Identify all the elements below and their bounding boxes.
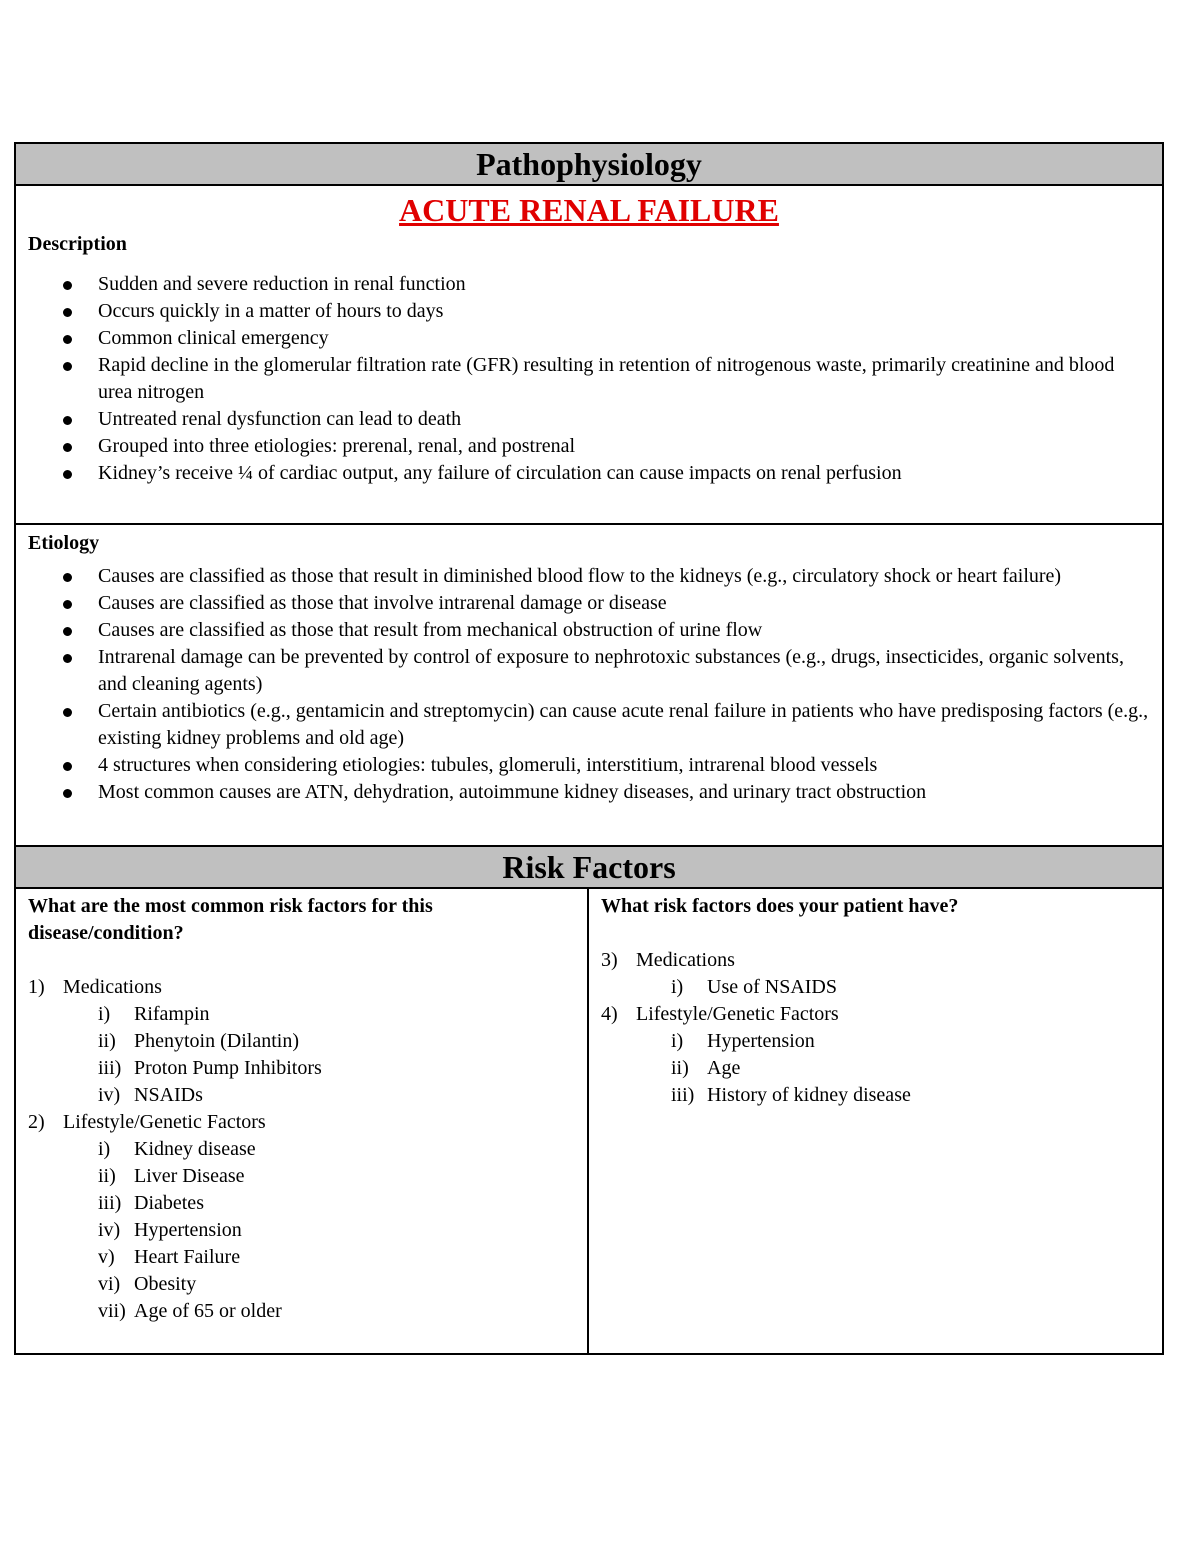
item-text: Obesity — [134, 1273, 197, 1295]
risk-item — [28, 1271, 575, 1298]
disease-title: ACUTE RENAL FAILURE — [399, 192, 779, 228]
etiology-item: Causes are classified as those that result from mechanical obstruction of urine flow — [28, 617, 1150, 644]
risk-item — [28, 1163, 575, 1190]
item-text: Diabetes — [134, 1192, 204, 1214]
item-number: vi) — [98, 1273, 121, 1295]
item-number: iii) — [671, 1084, 695, 1106]
item-number: iv) — [98, 1084, 121, 1106]
risk-item — [28, 1001, 575, 1028]
etiology-item: Causes are classified as those that involve intrarenal damage or disease — [28, 590, 1150, 617]
etiology-item: 4 structures when considering etiologies: tubules, glomeruli, interstitium, intrarenal blood vessels — [28, 752, 1150, 779]
pathophysiology-table — [14, 142, 1164, 1355]
item-text: Proton Pump Inhibitors — [134, 1057, 322, 1079]
etiology-label: Etiology — [28, 532, 100, 554]
item-text: Age — [707, 1057, 741, 1079]
item-number: i) — [98, 1138, 111, 1160]
etiology-cell — [16, 525, 1162, 845]
risk-item — [28, 1190, 575, 1217]
risk-item — [601, 974, 1150, 1001]
description-item: Common clinical emergency — [28, 325, 1150, 352]
common-risk-factors-question: What are the most common risk factors for this disease/condition? — [28, 895, 433, 944]
group-label: Lifestyle/Genetic Factors — [63, 1111, 266, 1133]
description-label: Description — [28, 233, 127, 255]
item-text: NSAIDs — [134, 1084, 203, 1106]
item-number: ii) — [98, 1030, 116, 1052]
pathophysiology-header: Pathophysiology — [16, 144, 1162, 186]
group-number: 1) — [28, 976, 45, 998]
risk-item — [28, 1136, 575, 1163]
item-text: Age of 65 or older — [134, 1300, 282, 1322]
group-number: 4) — [601, 1003, 618, 1025]
risk-item — [28, 1028, 575, 1055]
risk-item — [28, 1244, 575, 1271]
item-text: Use of NSAIDS — [707, 976, 837, 998]
item-number: iv) — [98, 1219, 121, 1241]
item-number: i) — [671, 1030, 684, 1052]
risk-group — [601, 947, 1150, 974]
risk-item — [601, 1028, 1150, 1055]
item-text: Rifampin — [134, 1003, 210, 1025]
item-number: iii) — [98, 1057, 122, 1079]
risk-group — [28, 1109, 575, 1136]
item-text: Kidney disease — [134, 1138, 256, 1160]
item-text: Hypertension — [134, 1219, 242, 1241]
description-item: Kidney’s receive ¼ of cardiac output, any failure of circulation can cause impacts on renal perfusion — [28, 460, 1150, 487]
group-number: 2) — [28, 1111, 45, 1133]
description-item: Sudden and severe reduction in renal function — [28, 271, 1150, 298]
etiology-item: Most common causes are ATN, dehydration, autoimmune kidney diseases, and urinary tract obstruction — [28, 779, 1150, 806]
group-label: Medications — [636, 949, 735, 971]
item-text: Heart Failure — [134, 1246, 241, 1268]
etiology-item: Intrarenal damage can be prevented by control of exposure to nephrotoxic substances (e.g., drugs, insecticides, organic solvents, and cleaning agents) — [28, 644, 1150, 698]
patient-risk-factors-question: What risk factors does your patient have? — [601, 895, 959, 917]
risk-factors-header: Risk Factors — [16, 845, 1162, 889]
description-list — [28, 271, 1150, 487]
risk-factors-grid — [16, 889, 1162, 1353]
item-number: ii) — [671, 1057, 689, 1079]
risk-item — [28, 1082, 575, 1109]
description-item: Rapid decline in the glomerular filtration rate (GFR) resulting in retention of nitrogenous waste, primarily creatinine and blood urea nitrogen — [28, 352, 1150, 406]
group-label: Lifestyle/Genetic Factors — [636, 1003, 839, 1025]
item-text: History of kidney disease — [707, 1084, 911, 1106]
etiology-list — [28, 563, 1150, 806]
item-number: vii) — [98, 1300, 126, 1322]
risk-item — [601, 1082, 1150, 1109]
risk-item — [28, 1055, 575, 1082]
item-number: iii) — [98, 1192, 122, 1214]
description-item: Occurs quickly in a matter of hours to days — [28, 298, 1150, 325]
risk-item — [28, 1217, 575, 1244]
item-number: ii) — [98, 1165, 116, 1187]
description-item: Untreated renal dysfunction can lead to death — [28, 406, 1150, 433]
item-number: i) — [671, 976, 684, 998]
group-label: Medications — [63, 976, 162, 998]
item-text: Liver Disease — [134, 1165, 245, 1187]
risk-group — [601, 1001, 1150, 1028]
description-item: Grouped into three etiologies: prerenal, renal, and postrenal — [28, 433, 1150, 460]
item-text: Phenytoin (Dilantin) — [134, 1030, 299, 1052]
risk-item — [28, 1298, 575, 1325]
item-number: v) — [98, 1246, 115, 1268]
group-number: 3) — [601, 949, 618, 971]
etiology-item: Certain antibiotics (e.g., gentamicin and streptomycin) can cause acute renal failure in patients who have predisposing factors (e.g., existing kidney problems and old age) — [28, 698, 1150, 752]
description-cell — [16, 186, 1162, 525]
common-risk-factors-column — [16, 889, 589, 1353]
patient-risk-factors-column — [589, 889, 1162, 1353]
item-text: Hypertension — [707, 1030, 815, 1052]
etiology-item: Causes are classified as those that result in diminished blood flow to the kidneys (e.g., circulatory shock or heart failure) — [28, 563, 1150, 590]
item-number: i) — [98, 1003, 111, 1025]
risk-item — [601, 1055, 1150, 1082]
risk-group — [28, 974, 575, 1001]
